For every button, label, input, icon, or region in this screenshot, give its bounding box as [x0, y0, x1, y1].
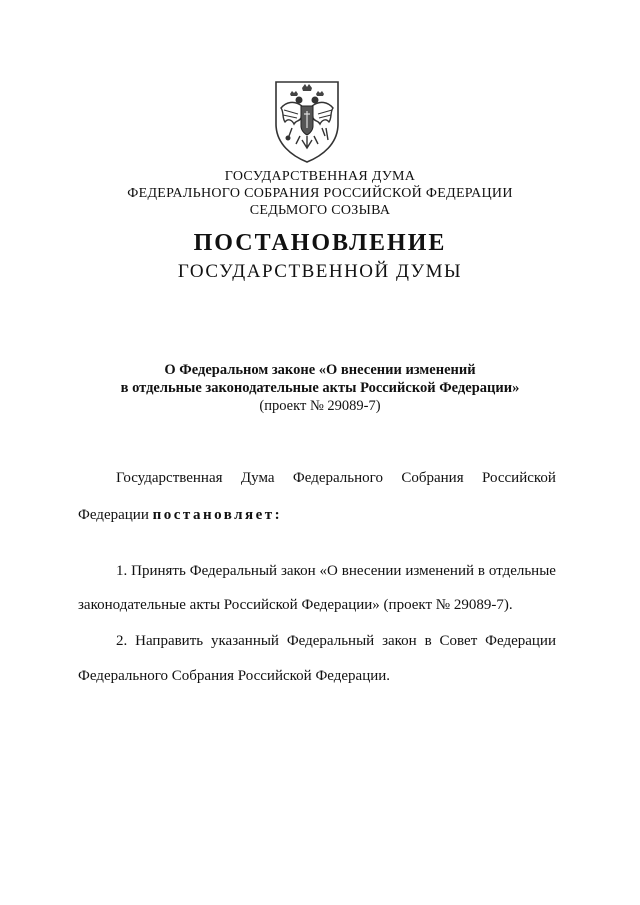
resolves-word: постановляет:	[152, 507, 283, 523]
decree-subject	[0, 361, 640, 415]
word: «О	[319, 563, 338, 579]
duma-title: ГОСУДАРСТВЕННАЯ ДУМА	[224, 169, 416, 184]
intro-line-1	[116, 470, 556, 487]
item-1-line-1	[116, 563, 556, 580]
item-2-line-2: Федерального Собрания Российской Федерации.	[78, 668, 391, 684]
decree-subtitle: ГОСУДАРСТВЕННОЙ ДУМЫ	[177, 261, 463, 282]
subject-line-2: в отдельные законодательные акты Российской Федерации»	[120, 380, 520, 396]
item-2-line-1	[116, 633, 556, 650]
intro-line-2	[78, 507, 556, 524]
word: Дума	[240, 470, 275, 486]
word: Совет	[439, 633, 478, 649]
word: Собрания	[401, 470, 464, 486]
convocation-title: СЕДЬМОГО СОЗЫВА	[249, 203, 391, 218]
item-1-line-2: законодательные акты Российской Федерации» (проект № 29089-7).	[78, 597, 513, 613]
decree-title: ПОСТАНОВЛЕНИЕ	[193, 230, 447, 256]
word: внесении	[341, 563, 402, 579]
word: Государственная	[116, 470, 223, 486]
subject-line-1: О Федеральном законе «О внесении изменений	[164, 362, 476, 378]
federal-assembly-title: ФЕДЕРАЛЬНОГО СОБРАНИЯ РОССИЙСКОЙ ФЕДЕРАЦИИ	[127, 186, 513, 201]
intro-federation: Федерации	[78, 507, 149, 523]
word: указанный	[210, 633, 279, 649]
russian-coat-of-arms-icon	[272, 78, 342, 164]
word: в	[477, 563, 486, 579]
word: Принять	[131, 563, 186, 579]
word: 1.	[116, 563, 128, 579]
word: Федеральный	[286, 633, 375, 649]
word: Федерального	[292, 470, 383, 486]
word: Российской	[482, 470, 556, 486]
word: 2.	[116, 633, 128, 649]
word: изменений	[405, 563, 475, 579]
word: Направить	[135, 633, 204, 649]
word: закон	[382, 633, 417, 649]
word: Федеральный	[189, 563, 278, 579]
word: в	[424, 633, 432, 649]
word: отдельные	[488, 563, 556, 579]
word: Федерации	[485, 633, 556, 649]
project-number: (проект № 29089-7)	[259, 398, 381, 414]
word: закон	[280, 563, 316, 579]
